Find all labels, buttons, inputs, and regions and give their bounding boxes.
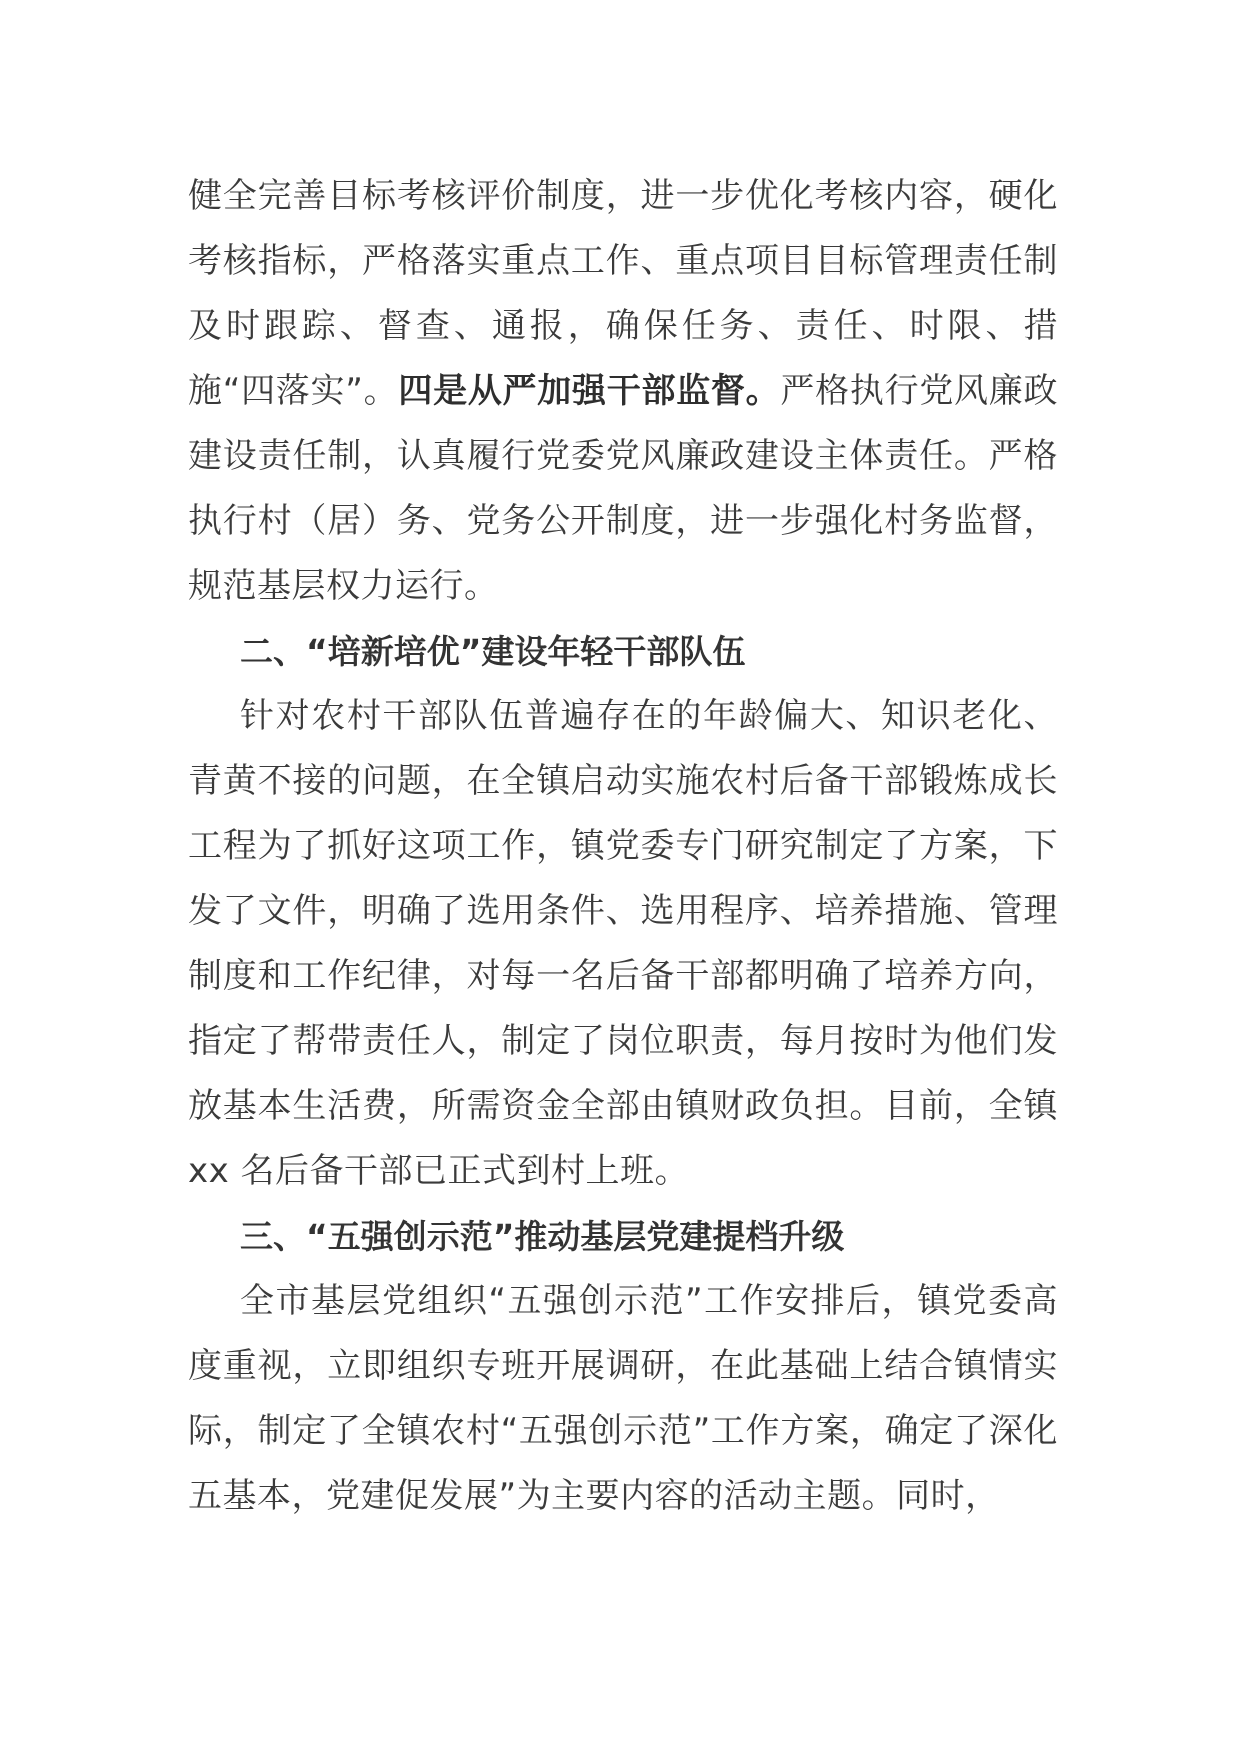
paragraph-section-two: 针对农村干部队伍普遍存在的年龄偏大、知识老化、青黄不接的问题，在全镇启动实施农村后备干部锻炼成长工程为了抓好这项工作，镇党委专门研究制定了方案，下发了文件，明确了选用条件、选用程序、培养措施、管理制度和工作纪律，对每一名后备干部都明确了培养方向，指定了帮带责任人，制定了岗位职责，每月按时为他们发放基本生活费，所需资金全部由镇财政负担。目前，全镇 xx 名后备干部已正式到村上班。: [188, 696, 1058, 1191]
section-heading-three: 三、“五强创示范”推动基层党建提档升级: [240, 1217, 845, 1256]
paragraph-section-three: 全市基层党组织“五强创示范”工作安排后，镇党委高度重视，立即组织专班开展调研，在此基础上结合镇情实际，制定了全镇农村“五强创示范”工作方案，确定了深化五基本，党建促发展”为主要内容的活动主题。同时，: [188, 1281, 1058, 1516]
document-page: [188, 164, 1058, 1529]
paragraph-continuation: [188, 164, 1058, 619]
bold-point-four: 四是从严加强干部监督。: [398, 371, 781, 411]
section-heading-two: 二、“培新培优”建设年轻干部队伍: [240, 632, 746, 671]
paragraph-text: 健全完善目标考核评价制度，进一步优化考核内容，硬化考核指标，严格落实重点工作、重点项目目标管理责任制及时跟踪、督查、通报，确保任务、责任、时限、措施“四落实”。: [188, 176, 1058, 411]
paragraph-text: 严格执行党风廉政建设责任制，认真履行党委党风廉政建设主体责任。严格执行村（居）务、党务公开制度，进一步强化村务监督，规范基层权力运行。: [188, 371, 1059, 606]
